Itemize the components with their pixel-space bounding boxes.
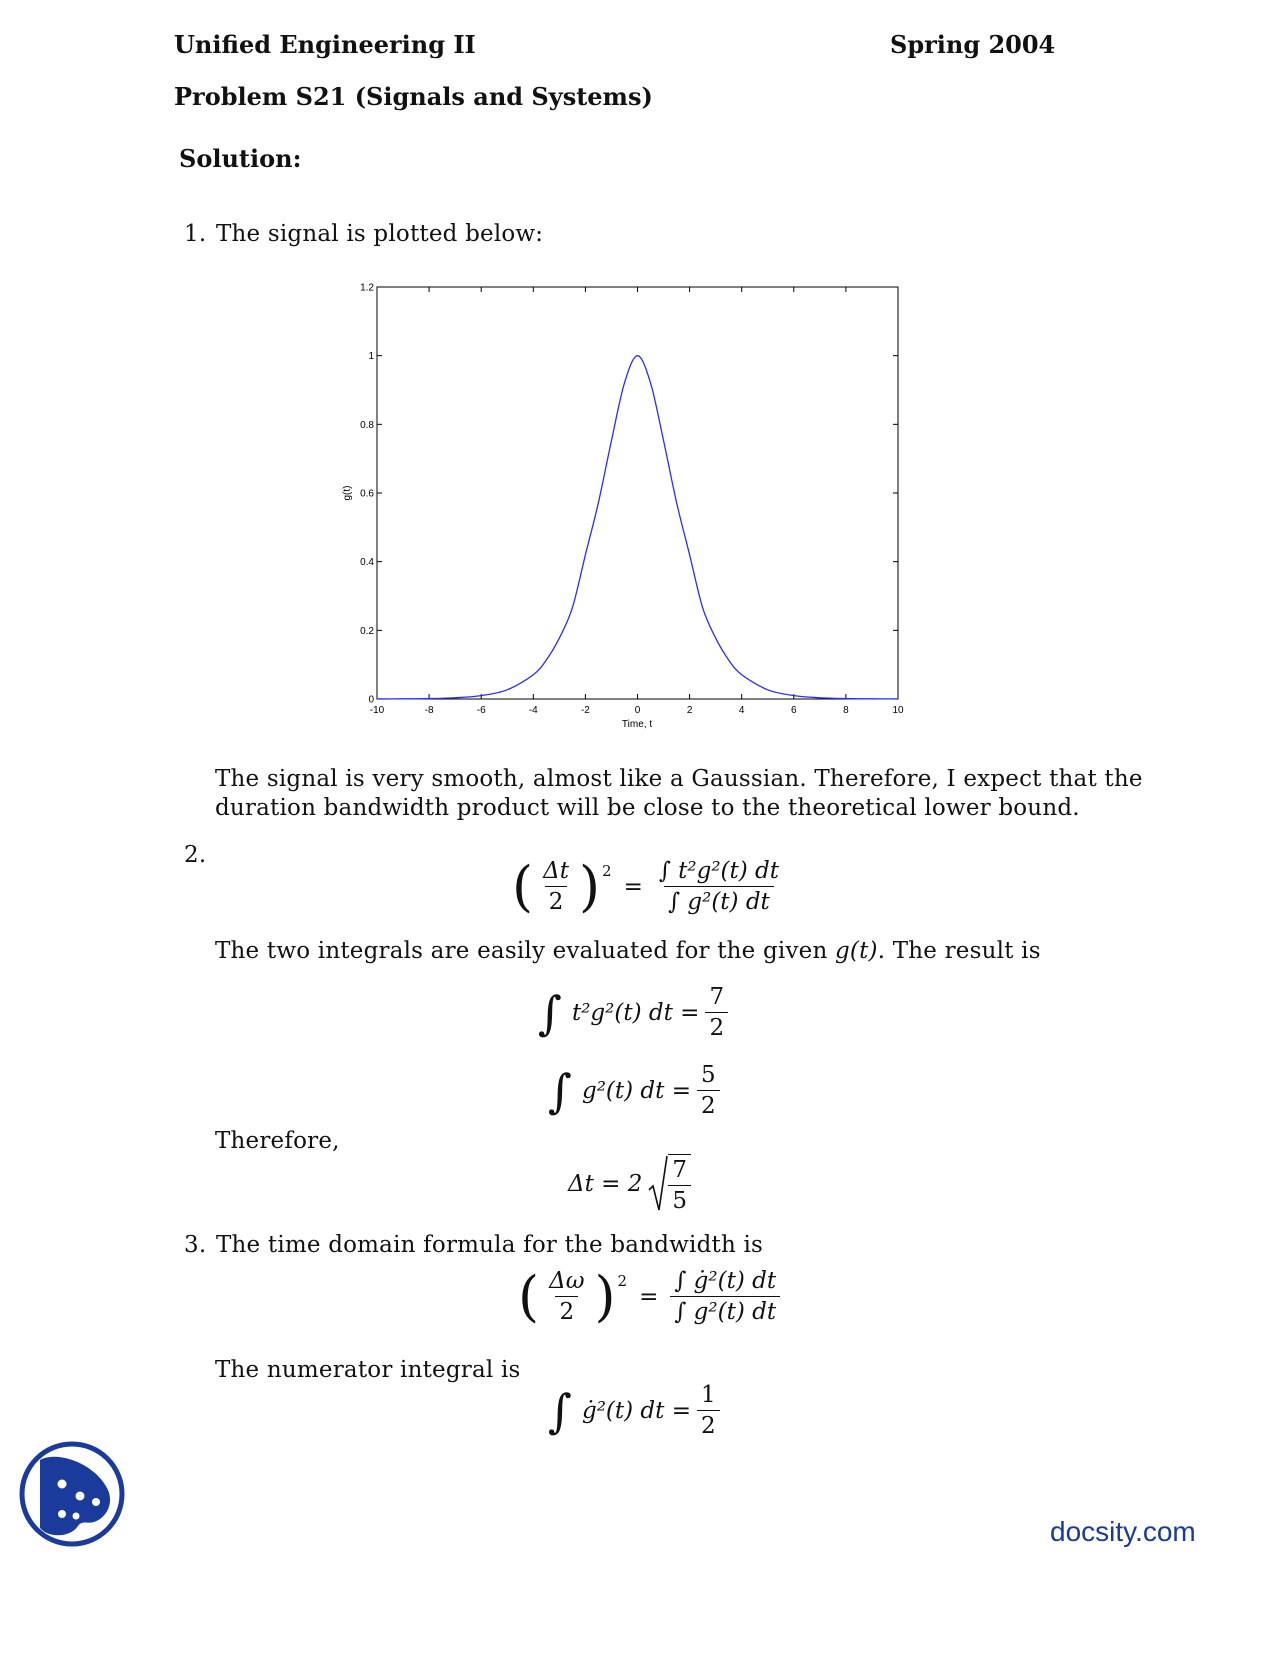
paragraph-1b: duration bandwidth product will be close to the theoretical lower bound. — [215, 795, 1080, 821]
eq2-body: t²g²(t) dt = — [571, 999, 700, 1026]
x-tick-label: -6 — [476, 705, 486, 716]
course-title: Unified Engineering II — [174, 30, 476, 59]
item-number-2: 2. — [184, 842, 207, 868]
paragraph-2: The two integrals are easily evaluated for the given g(t). The result is — [215, 938, 1041, 964]
x-tick-label: 4 — [738, 705, 745, 716]
x-tick-label: -8 — [424, 705, 434, 716]
x-tick-label: 8 — [843, 705, 849, 716]
y-tick-label: 0.2 — [360, 625, 374, 637]
plot-frame — [377, 287, 898, 699]
numerator-text: The numerator integral is — [215, 1357, 521, 1383]
docsity-logo-icon — [18, 1440, 126, 1548]
x-tick-label: -10 — [369, 705, 385, 716]
signal-plot — [330, 278, 920, 738]
y-tick-label: 1.2 — [360, 282, 374, 294]
item-number-1: 1. — [184, 221, 207, 247]
therefore-text: Therefore, — [215, 1128, 340, 1154]
y-tick-label: 0.8 — [360, 419, 374, 431]
x-tick-label: -2 — [580, 705, 590, 716]
y-tick-label: 0 — [368, 694, 374, 706]
y-ticks — [360, 283, 898, 706]
y-axis-label: g(t) — [342, 485, 353, 501]
y-tick-label: 0.6 — [360, 488, 374, 500]
eq4-lhs: Δt = 2 — [568, 1171, 643, 1197]
x-tick-label: 10 — [892, 705, 904, 716]
equation-bandwidth: ( $\frac{\Delta\omega}{2}$ ) $^2$ = $\frac{\text{∫ ġ²(t) dt}}{\text{∫ g²(t) dt}}$ — [518, 1268, 780, 1325]
item-3-text: The time domain formula for the bandwidth is — [216, 1232, 764, 1258]
paragraph-1a: The signal is very smooth, almost like a Gaussian. Therefore, I expect that the — [215, 766, 1143, 792]
solution-label: Solution: — [179, 144, 302, 173]
problem-title: Problem S21 (Signals and Systems) — [174, 82, 653, 111]
eq1-lhs-num: Δt — [543, 858, 569, 884]
sqrt-sign-icon — [648, 1154, 668, 1214]
equation-integral-gdot2: ∫ ġ²(t) dt = $\frac{1}{2}$ — [548, 1382, 720, 1439]
equation-duration: ( $\frac{\Delta t}{2}$ ) $^2$ = $\frac{\text{∫ t²g²(t) dt}}{\text{∫ g²(t) dt}}$ — [512, 858, 783, 915]
equation-delta-t: Δt = 2 $\frac{7}{5}$ — [568, 1154, 691, 1214]
eq1-rhs-den: ∫ g²(t) dt — [664, 886, 774, 915]
eq1-rhs-num: ∫ t²g²(t) dt — [658, 858, 780, 884]
x-tick-label: 0 — [634, 705, 641, 716]
eq1-lhs-den: 2 — [545, 886, 568, 915]
x-tick-label: 6 — [791, 705, 797, 716]
term: Spring 2004 — [890, 30, 1056, 59]
y-tick-label: 0.4 — [360, 557, 374, 569]
docsity-brand[interactable]: docsity.com — [1050, 1516, 1196, 1547]
equation-integral-t2g2: ∫ t²g²(t) dt = $\frac{7}{2}$ — [538, 984, 728, 1041]
x-ticks — [370, 287, 904, 716]
signal-curve — [377, 356, 898, 699]
x-axis-label: Time, t — [621, 719, 653, 730]
eq3-body: g²(t) dt = — [581, 1077, 691, 1104]
eq6-body: ġ²(t) dt = — [581, 1397, 691, 1424]
x-tick-label: -4 — [528, 705, 538, 716]
equation-integral-g2: ∫ g²(t) dt = $\frac{5}{2}$ — [548, 1062, 720, 1119]
item-1-text: The signal is plotted below: — [216, 221, 544, 247]
y-tick-label: 1 — [368, 351, 374, 363]
x-tick-label: 2 — [686, 705, 693, 716]
item-number-3: 3. — [184, 1232, 207, 1258]
